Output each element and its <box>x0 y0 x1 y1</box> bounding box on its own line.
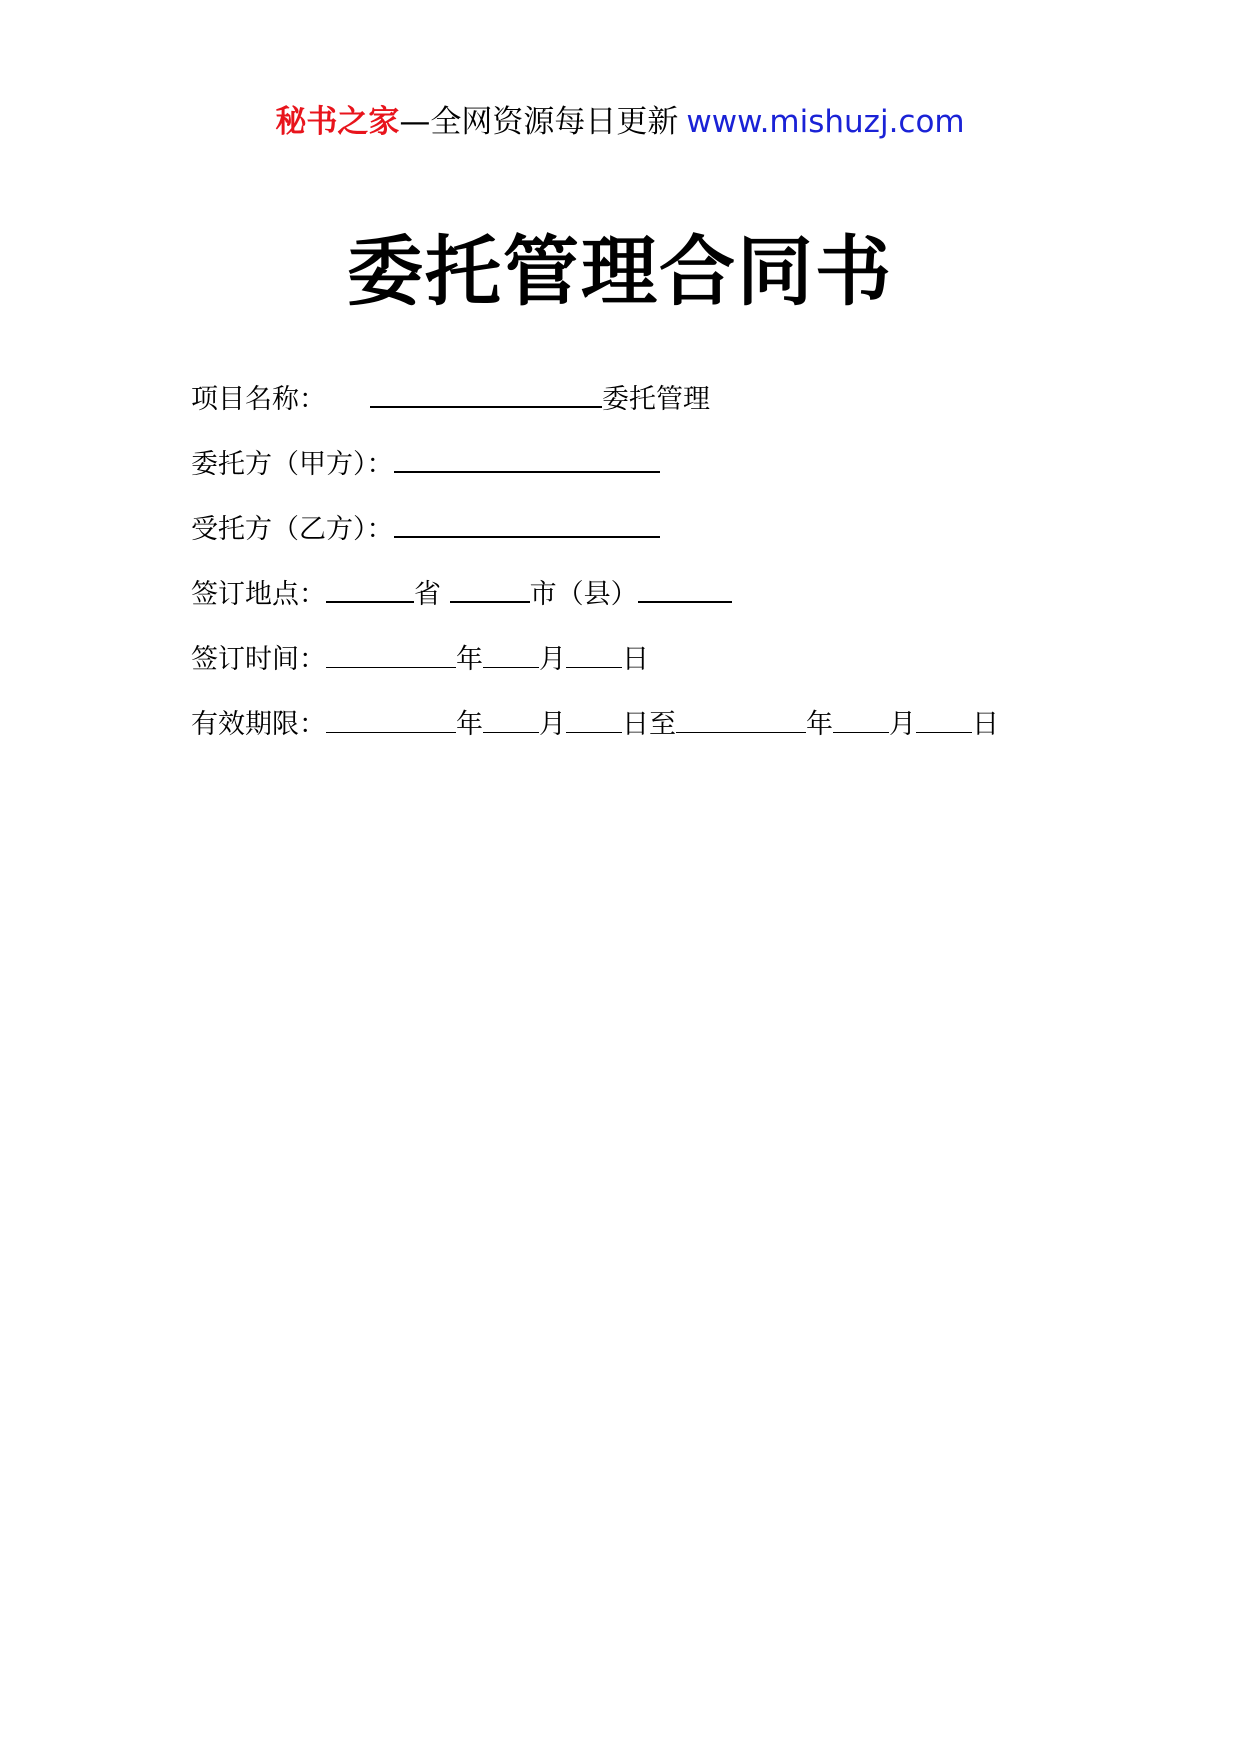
location-label: 签订地点： <box>191 579 326 610</box>
field-party-a <box>191 440 1091 505</box>
site-url-link[interactable]: www.mishuzj.com <box>686 104 965 140</box>
project-name-label: 项目名称： <box>191 384 326 415</box>
start-day-to-text: 日至 <box>622 709 676 740</box>
province-blank[interactable] <box>326 571 414 603</box>
party-b-blank[interactable] <box>394 506 660 538</box>
city-text: 市（县） <box>529 579 638 610</box>
sign-date-label: 签订时间： <box>191 644 326 675</box>
field-party-b <box>191 505 1091 570</box>
end-year-blank[interactable] <box>676 702 806 733</box>
project-name-suffix: 委托管理 <box>602 384 710 415</box>
site-header <box>0 100 1240 144</box>
end-day-blank[interactable] <box>916 702 972 733</box>
party-a-blank[interactable] <box>394 441 660 473</box>
end-year-text: 年 <box>806 709 833 740</box>
county-blank[interactable] <box>638 571 732 603</box>
sign-month-text: 月 <box>539 644 566 675</box>
document-title: 委托管理合同书 <box>347 227 893 316</box>
sign-month-blank[interactable] <box>483 637 539 668</box>
field-signing-location <box>191 570 1091 635</box>
sign-year-blank[interactable] <box>326 637 456 668</box>
end-day-text: 日 <box>972 709 999 740</box>
project-name-blank[interactable] <box>370 376 602 408</box>
sign-day-blank[interactable] <box>566 637 622 668</box>
start-year-text: 年 <box>456 709 483 740</box>
sign-day-text: 日 <box>622 644 649 675</box>
field-validity-period <box>191 700 1091 765</box>
start-day-blank[interactable] <box>566 702 622 733</box>
sign-year-text: 年 <box>456 644 483 675</box>
start-month-text: 月 <box>539 709 566 740</box>
site-brand: 秘书之家 <box>275 104 400 140</box>
party-a-label: 委托方（甲方）： <box>191 449 394 480</box>
end-month-text: 月 <box>889 709 916 740</box>
start-month-blank[interactable] <box>483 702 539 733</box>
contract-fields <box>191 375 1091 765</box>
city-blank[interactable] <box>450 571 530 603</box>
province-text: 省 <box>414 579 441 610</box>
validity-label: 有效期限： <box>191 709 326 740</box>
field-signing-date <box>191 635 1091 700</box>
end-month-blank[interactable] <box>833 702 889 733</box>
site-tagline: —全网资源每日更新 <box>399 104 679 140</box>
start-year-blank[interactable] <box>326 702 456 733</box>
field-project-name <box>191 375 1091 440</box>
party-b-label: 受托方（乙方）： <box>191 514 394 545</box>
